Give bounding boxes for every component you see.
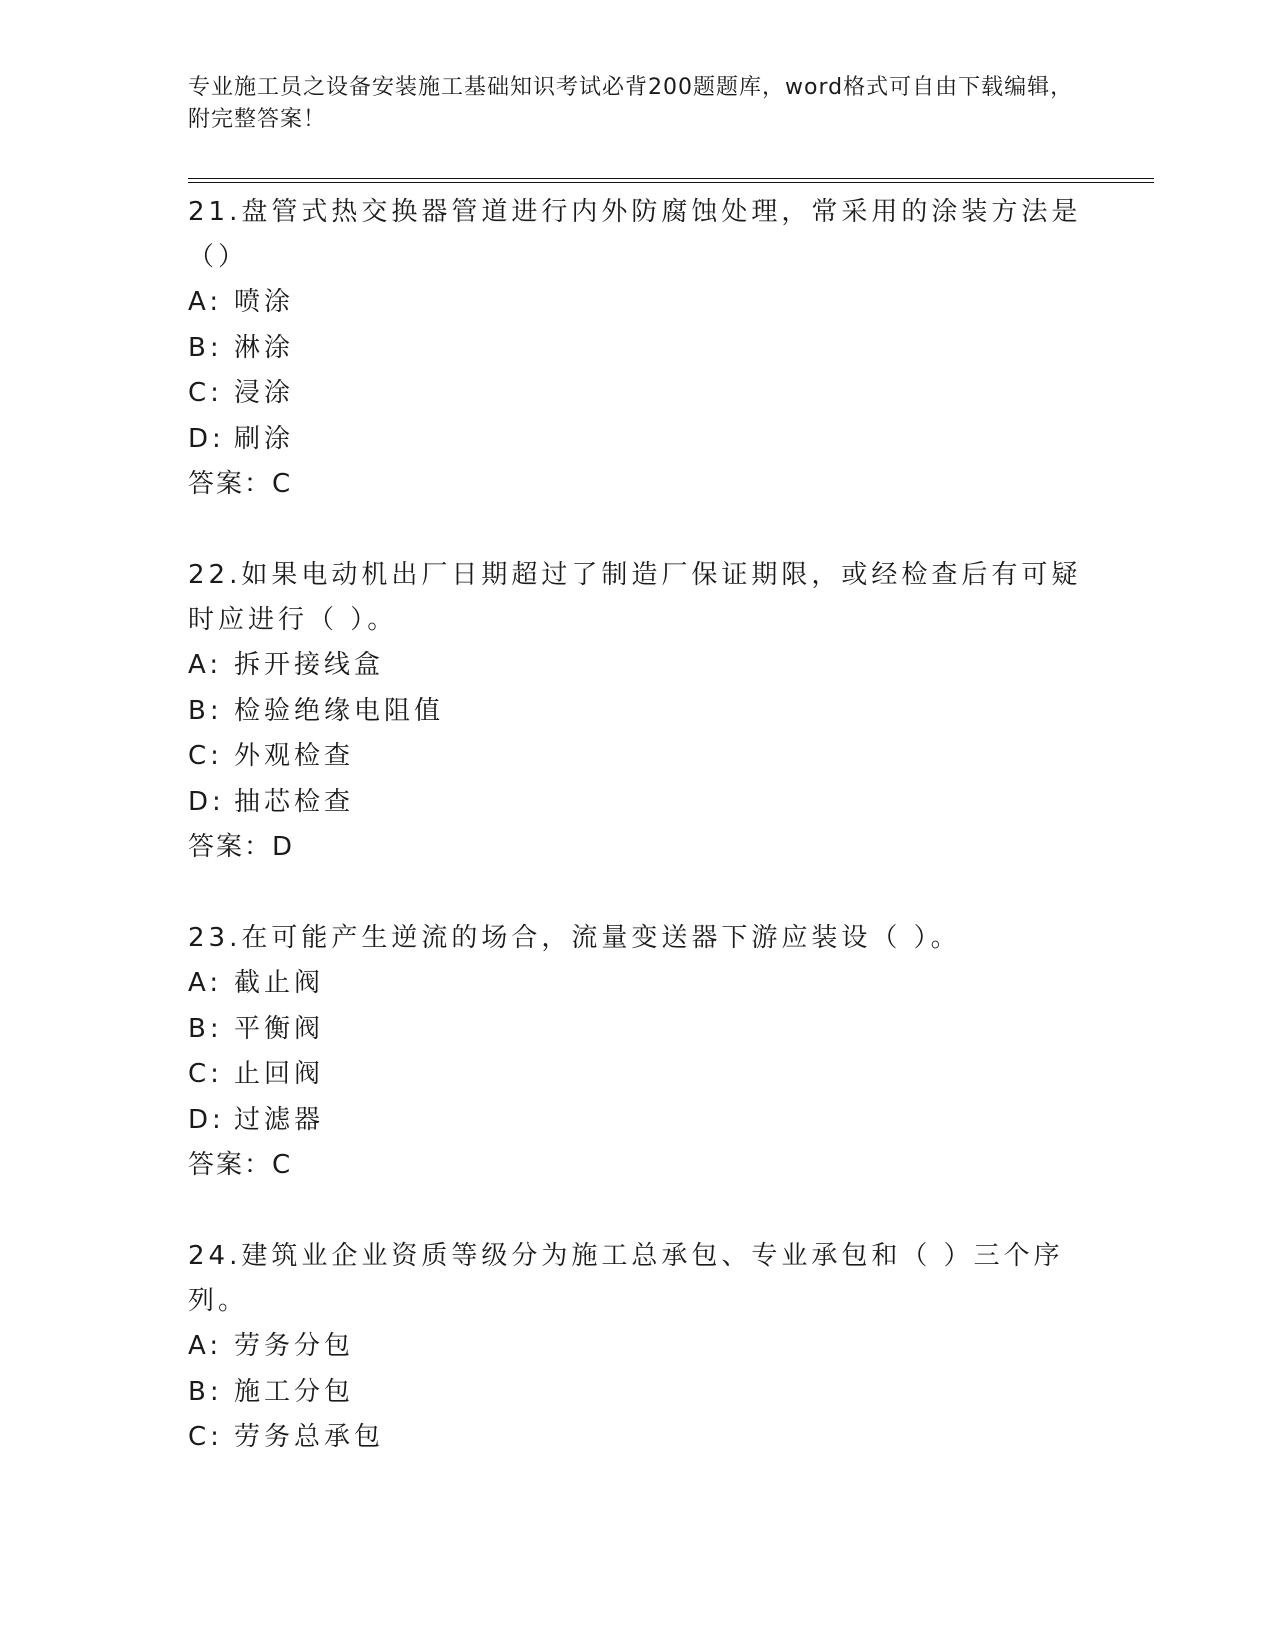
option-text: 淋涂 [234, 332, 295, 363]
answer-line: 答案：C [188, 469, 293, 499]
option-text: 劳务分包 [234, 1331, 355, 1361]
question-stem: 23.在可能产生逆流的场合，流量变送器下游应装设（ ）。 [188, 923, 961, 953]
option-letter: D: [188, 1104, 225, 1135]
option-text: 刷涂 [234, 423, 295, 454]
option-text: 喷涂 [234, 287, 295, 317]
answer-line: 答案：C [188, 1150, 293, 1180]
option-c [188, 1415, 1088, 1461]
option-a [188, 643, 1088, 689]
option-text: 抽芯检查 [234, 786, 355, 817]
option-a [188, 961, 1088, 1007]
option-text: 止回阀 [234, 1059, 325, 1089]
option-text: 截止阀 [234, 968, 325, 998]
question-23 [188, 916, 1088, 1188]
option-text: 检验绝缘电阻值 [234, 695, 445, 726]
question-stem: 24.建筑业企业资质等级分为施工总承包、专业承包和（ ）三个序列。 [188, 1241, 1064, 1316]
option-letter: C: [188, 1059, 223, 1089]
question-list [188, 190, 1088, 1507]
option-b [188, 1007, 1088, 1053]
question-21 [188, 190, 1088, 507]
question-22 [188, 553, 1088, 870]
option-letter: C: [188, 1422, 223, 1452]
option-b [188, 326, 1088, 372]
option-letter: A: [188, 1331, 223, 1361]
option-letter: A: [188, 287, 223, 317]
option-letter: B: [188, 332, 223, 363]
option-text: 浸涂 [234, 378, 295, 408]
option-text: 平衡阀 [234, 1013, 325, 1044]
option-text: 劳务总承包 [234, 1422, 385, 1452]
question-stem: 21.盘管式热交换器管道进行内外防腐蚀处理，常采用的涂装方法是（） [188, 197, 1082, 272]
option-c [188, 1052, 1088, 1098]
option-a [188, 1324, 1088, 1370]
option-b [188, 1370, 1088, 1416]
question-stem: 22.如果电动机出厂日期超过了制造厂保证期限，或经检查后有可疑时应进行（ ）。 [188, 560, 1082, 635]
option-text: 过滤器 [234, 1104, 325, 1135]
option-c [188, 371, 1088, 417]
header-divider [188, 178, 1154, 183]
option-a [188, 280, 1088, 326]
option-b [188, 689, 1088, 735]
option-letter: B: [188, 1013, 223, 1044]
option-text: 拆开接线盒 [234, 650, 385, 680]
option-letter: D: [188, 786, 225, 817]
answer-line: 答案：D [188, 832, 295, 862]
option-d [188, 417, 1088, 463]
option-text: 外观检查 [234, 741, 355, 771]
option-letter: C: [188, 378, 223, 408]
option-letter: C: [188, 741, 223, 771]
option-c [188, 734, 1088, 780]
option-letter: B: [188, 695, 223, 726]
option-d [188, 1098, 1088, 1144]
option-d [188, 780, 1088, 826]
question-24 [188, 1234, 1088, 1461]
option-letter: A: [188, 650, 223, 680]
option-text: 施工分包 [234, 1376, 355, 1407]
option-letter: B: [188, 1376, 223, 1407]
option-letter: A: [188, 968, 223, 998]
document-header: 专业施工员之设备安装施工基础知识考试必背200题题库，word格式可自由下载编辑，附完整答案！ [188, 75, 1074, 132]
option-letter: D: [188, 423, 225, 454]
